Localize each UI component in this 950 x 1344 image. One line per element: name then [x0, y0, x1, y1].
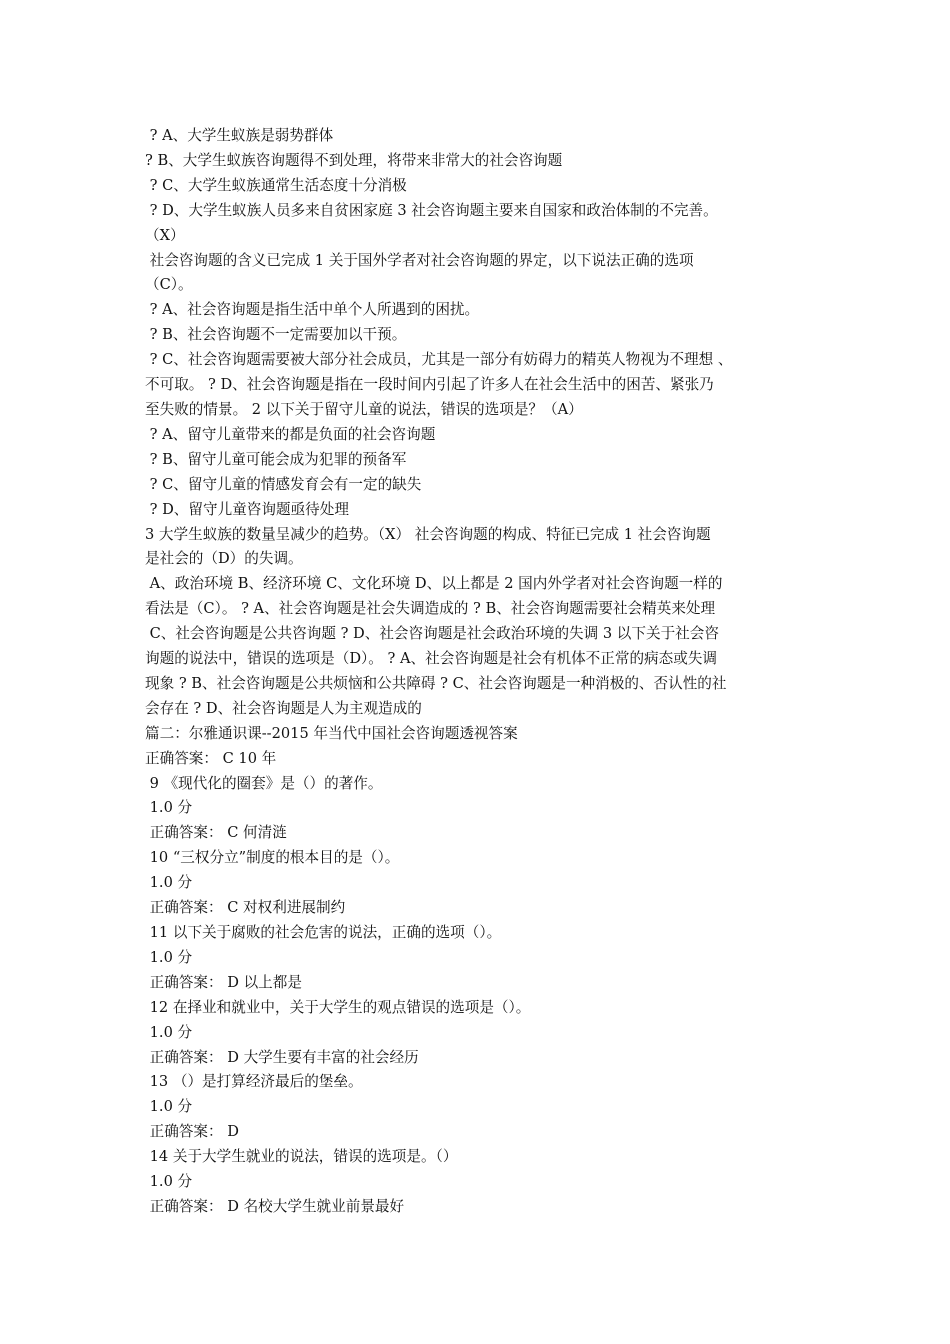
- text-line: （C）。: [145, 276, 193, 294]
- text-line: ? C、社会咨询题需要被大部分社会成员，尤其是一部分有妨碍力的精英人物视为不理想 、: [145, 351, 733, 369]
- score-line: 1.0 分: [145, 948, 193, 966]
- text-line: C、社会咨询题是公共咨询题 ? D、社会咨询题是社会政治环境的失调 3 以下关于社会咨: [145, 625, 719, 643]
- text-line: 看法是（C）。 ? A、社会咨询题是社会失调造成的 ? B、社会咨询题需要社会精英来处理: [145, 600, 716, 618]
- question-line: 13 （）是打算经济最后的堡垒。: [145, 1073, 363, 1091]
- text-line: 至失败的情景。 2 以下关于留守儿童的说法，错误的选项是？（A）: [145, 400, 583, 418]
- document-page: [145, 124, 817, 1220]
- text-line: ? B、留守儿童可能会成为犯罪的预备军: [145, 450, 407, 468]
- section-heading: 篇二：尔雅通识课--2015 年当代中国社会咨询题透视答案: [145, 724, 518, 742]
- text-line: 询题的说法中，错误的选项是（D）。 ? A、社会咨询题是社会有机体不正常的病态或失调: [145, 650, 718, 668]
- question-line: 10 “三权分立”制度的根本目的是（）。: [145, 849, 400, 867]
- text-line: （X）: [145, 226, 185, 244]
- answer-line: 正确答案： C 对权利进展制约: [145, 899, 346, 917]
- text-line: 社会咨询题的含义已完成 1 关于国外学者对社会咨询题的界定，以下说法正确的选项: [145, 251, 694, 269]
- text-line: 会存在 ? D、社会咨询题是人为主观造成的: [145, 699, 422, 717]
- text-line: 现象 ? B、社会咨询题是公共烦恼和公共障碍 ? C、社会咨询题是一种消极的、否认性的社: [145, 674, 727, 692]
- text-line: ? A、社会咨询题是指生活中单个人所遇到的困扰。: [145, 301, 480, 319]
- answer-line: 正确答案： D 以上都是: [145, 973, 302, 991]
- score-line: 1.0 分: [145, 1098, 193, 1116]
- text-line: ? D、大学生蚁族人员多来自贫困家庭 3 社会咨询题主要来自国家和政治体制的不完善。: [145, 201, 718, 219]
- text-line: 是社会的（D）的失调。: [145, 550, 303, 568]
- text-line: A、政治环境 B、经济环境 C、文化环境 D、以上都是 2 国内外学者对社会咨询题一样的: [145, 575, 723, 593]
- answer-line: 正确答案： D 大学生要有丰富的社会经历: [145, 1048, 419, 1066]
- text-line: ? C、大学生蚁族通常生活态度十分消极: [145, 176, 407, 194]
- score-line: 1.0 分: [145, 1023, 193, 1041]
- question-line: 9 《现代化的圈套》是（）的著作。: [145, 774, 383, 792]
- answer-line: 正确答案： D 名校大学生就业前景最好: [145, 1197, 405, 1215]
- answer-line: 正确答案： D: [145, 1123, 239, 1141]
- text-line: ? C、留守儿童的情感发育会有一定的缺失: [145, 475, 422, 493]
- question-line: 11 以下关于腐败的社会危害的说法，正确的选项（）。: [145, 924, 502, 941]
- question-line: 12 在择业和就业中，关于大学生的观点错误的选项是（）。: [145, 998, 531, 1016]
- answer-line: 正确答案： C 10 年: [145, 749, 277, 767]
- text-line: 不可取。 ? D、社会咨询题是指在一段时间内引起了许多人在社会生活中的困苦、紧张乃: [145, 376, 714, 394]
- question-line: 14 关于大学生就业的说法，错误的选项是。（）: [145, 1148, 458, 1166]
- text-line: ? D、留守儿童咨询题亟待处理: [145, 500, 349, 518]
- answer-line: 正确答案： C 何清涟: [145, 824, 287, 842]
- score-line: 1.0 分: [145, 874, 193, 892]
- score-line: 1.0 分: [145, 799, 193, 817]
- score-line: 1.0 分: [145, 1173, 193, 1191]
- text-line: ? A、留守儿童带来的都是负面的社会咨询题: [145, 425, 436, 443]
- text-line: 3 大学生蚁族的数量呈减少的趋势。（X） 社会咨询题的构成、特征已完成 1 社会咨询题: [145, 525, 711, 543]
- text-line: ? A、大学生蚁族是弱势群体: [145, 127, 334, 144]
- text-line: ? B、大学生蚁族咨询题得不到处理，将带来非常大的社会咨询题: [145, 151, 563, 169]
- text-line: ? B、社会咨询题不一定需要加以干预。: [145, 326, 407, 344]
